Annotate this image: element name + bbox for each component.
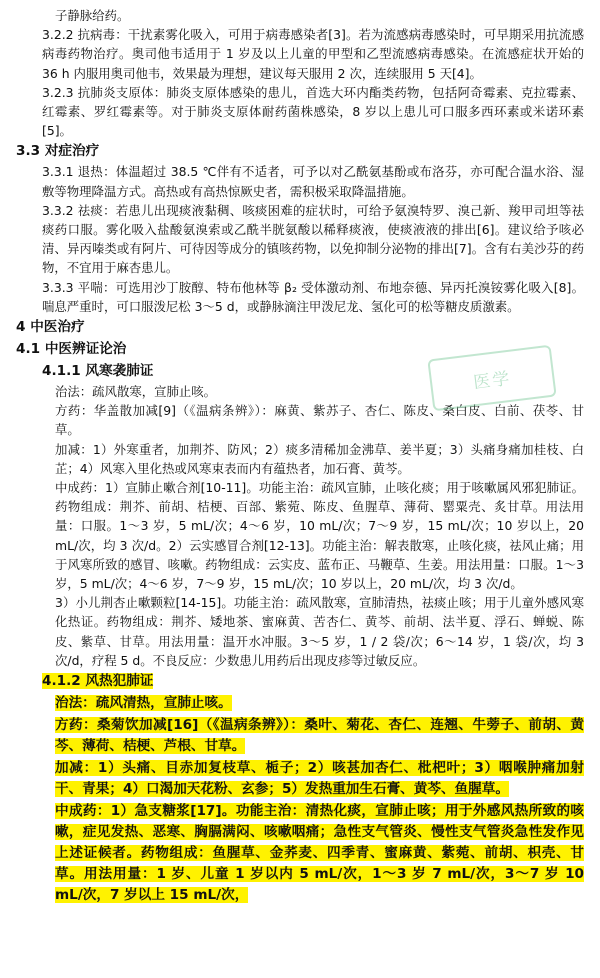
paragraph: 方药：华盖散加减[9]（《温病条辨》）：麻黄、紫苏子、杏仁、陈皮、桑白皮、白前、茯苓、甘草。 (55, 403, 584, 438)
paragraph: 加减：1）外寒重者，加荆芥、防风；2）痰多清稀加金沸草、姜半夏；3）头痛身痛加桂枝、白芷；4）风寒入里化热或风寒束表而内有蕴热者，加石膏、黄芩。 (55, 441, 584, 476)
section-heading: 4.1 中医辨证论治 (16, 341, 127, 358)
section-heading: 4.1.1 风寒袭肺证 (42, 363, 154, 380)
highlighted-text: 方药：桑菊饮加减[16]（《温病条辨》）：桑叶、菊花、杏仁、连翘、牛蒡子、前胡、黄芩、薄荷、桔梗、芦根、甘草。 (55, 717, 584, 755)
section-heading: 3.3 对症治疗 (16, 143, 100, 160)
section-heading (16, 758, 584, 800)
highlighted-text: 加减：1）头痛、目赤加复枝草、栀子；2）咳甚加杏仁、枇杷叶；3）咽喉肿痛加射干、青果；4）口渴加天花粉、玄参；5）发热重加生石膏、黄芩、鱼腥草。 (55, 760, 584, 798)
paragraph: 3.3.3 平喘：可选用沙丁胺醇、特布他林等 β₂ 受体激动剂、布地奈德、异丙托溴铵雾化吸入[8]。喘息严重时，可口服泼尼松 3～5 d，或静脉滴注甲泼尼龙、氢化可的松等糖皮质激素。 (42, 279, 584, 314)
paragraph: 治法：疏风散寒，宣肺止咳。 (55, 384, 217, 400)
paragraph: 子静脉给药。 (55, 8, 130, 23)
highlighted-text: 4.1.2 风热犯肺证 (42, 673, 154, 690)
paragraph: 3）小儿荆杏止嗽颗粒[14-15]。功能主治：疏风散寒，宣肺清热，祛痰止咳；用于儿童外感风寒化热证。药物组成：荆芥、矮地茶、蜜麻黄、苦杏仁、黄芩、前胡、法半夏、浮石、蝉蜕、陈皮、紫草、甘草。用法用量：温开水冲服。3～5 岁，1 / 2 袋/次；6～14 岁，1 袋/次，均 3 次/d，疗程 5 d。不良反应：少数患儿用药后出现皮疹等过敏反应。 (55, 595, 584, 668)
section-heading: 4 中医治疗 (16, 319, 85, 336)
paragraph: 3.3.1 退热：体温超过 38.5 ℃伴有不适者，可予以对乙酰氨基酚或布洛芬，亦可配合温水浴、湿敷等物理降温方式。高热或有高热惊厥史者，需积极采取降温措施。 (42, 164, 584, 199)
section-heading (16, 693, 584, 714)
section-heading (16, 671, 584, 692)
paragraph: 3.2.2 抗病毒：干扰素雾化吸入，可用于病毒感染者[3]。若为流感病毒感染时，可早期采用抗流感病毒药物治疗。奥司他韦适用于 1 岁及以上儿童的甲型和乙型流感病毒感染。在流感症状开始的 36 h 内服用奥司他韦，效果最为理想，建议每天服用 2 次，连续服用 5 天[4]。 (42, 27, 584, 81)
paragraph: 3.2.3 抗肺炎支原体：肺炎支原体感染的患儿，首选大环内酯类药物，包括阿奇霉素、克拉霉素、红霉素、罗红霉素等。对于肺炎支原体耐药菌株感染，8 岁以上患儿可口服多西环素或米诺环素[5]。 (42, 84, 584, 139)
section-heading (16, 801, 584, 906)
section-heading (16, 715, 584, 757)
paragraph: 3.3.2 祛痰：若患儿出现痰液黏稠、咳痰困难的症状时，可给予氨溴特罗、溴己新、羧甲司坦等祛痰药口服。雾化吸入盐酸氨溴索或乙酰半胱氨酸以稀释痰液，使痰液液的排出[6]。建议给予咳必清、异丙嗪类或有阿片、可待因等成分的镇咳药物，以免抑制分泌物的排出[7]。含有右美沙芬的药物，不宜用于麻杏患儿。 (42, 202, 584, 276)
highlighted-text: 治法：疏风清热，宣肺止咳。 (55, 695, 232, 712)
document-content (16, 6, 584, 906)
highlighted-text: 中成药：1）急支糖浆[17]。功能主治：清热化痰，宣肺止咳；用于外感风热所致的咳嗽，症见发热、恶寒、胸膈满闷、咳嗽咽痛；急性支气管炎、慢性支气管炎急性发作见上述证候者。药物组成：鱼腥草、金荞麦、四季青、蜜麻黄、紫菀、前胡、枳壳、甘草。用法用量：1 岁、儿童 1 岁以内 5 mL/次，1～3 岁 7 mL/次，3～7 岁 10 mL/次，7 岁以上 15 mL/次， (55, 803, 584, 904)
paragraph: 中成药：1）宣肺止嗽合剂[10-11]。功能主治：疏风宣肺，止咳化痰；用于咳嗽属风邪犯肺证。药物组成：荆芥、前胡、桔梗、百部、紫菀、陈皮、鱼腥草、薄荷、罂粟壳、炙甘草。用法用量：口服。1～3 岁，5 mL/次；4～6 岁，10 mL/次；7～9 岁，15 mL/次；10 岁以上，20 mL/次，均 3 次/d。2）云实感冒合剂[12-13]。功能主治：解表散寒，止咳化痰，祛风止痛；用于风寒所致的感冒、咳嗽。药物组成：云实皮、蓝布正、马鞭草、生姜。用法用量：口服。1～3 岁，5 mL/次；4～6 岁，7～9 岁，15 mL/次；10 岁以上，20 mL/次，均 3 次/d。 (55, 480, 584, 592)
watermark: 医学 (427, 345, 556, 412)
